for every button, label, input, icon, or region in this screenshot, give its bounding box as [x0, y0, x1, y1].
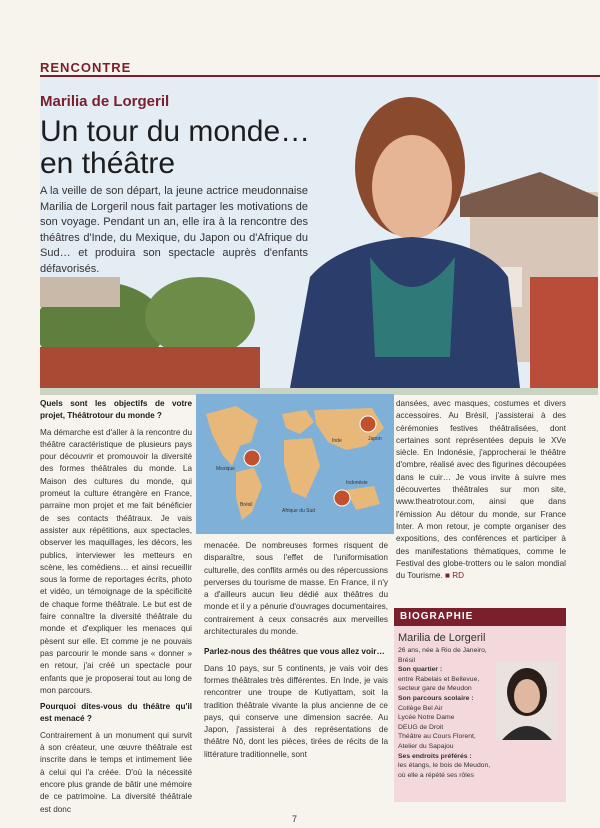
bio-parcours-4: Théâtre au Cours Florent, Atelier du Sapajou	[398, 733, 476, 750]
bio-quartier: entre Rabelais et Bellevue, secteur gare de Meudon	[398, 675, 480, 693]
question-3: Parlez-nous des théâtres que vous allez voir…	[204, 647, 385, 657]
column-3	[396, 398, 566, 586]
map-label-afrique: Afrique du Sud	[282, 508, 316, 514]
biography-name: Marilia de Lorgeril	[398, 632, 486, 644]
bio-endroits-label: Ses endroits préférés :	[398, 752, 472, 760]
biography-text	[398, 646, 496, 780]
map-label-japon: Japon	[368, 436, 382, 442]
biography-header: BIOGRAPHIE	[394, 608, 566, 626]
bio-parcours-3: DEUG de Droit	[398, 723, 444, 731]
bio-parcours-1: Collège Bel Air	[398, 704, 443, 712]
world-map	[196, 394, 394, 534]
article-author: Marilia de Lorgeril	[40, 93, 170, 110]
answer-2: Contrairement à un monument qui survit à son créateur, une œuvre théâtrale est inscrite dans le temps et intimement liée à celui qui l'a créée. D'où la nécessité encore plus grande de bâtir une mémoire de ce patrimoine. La diversité théâtrale est donc	[40, 730, 192, 814]
author-signature: ■ RD	[445, 571, 465, 581]
article-intro: A la veille de son départ, la jeune actrice meudonnaise Marilia de Lorgeril nous fait partager les motivations de son voyage. Pendant un an, elle ira à la rencontre des théâtres d'Inde, du Mexique, du Japon ou d'Afrique du Sud… et produira son spectacle auprès d'enfants défavorisés.	[40, 185, 308, 275]
bio-parcours-label: Son parcours scolaire :	[398, 694, 474, 702]
map-label-inde: Inde	[332, 438, 342, 444]
column-3-text: dansées, avec masques, costumes et divers accessoires. Au Brésil, j'assisterai à des cérémonies festives théâtralisées, dont certaines sont représentées depuis le XVe siècle. En Indonésie, j'approcherai le théâtre d'ombre, réalisé avec des figurines découpées dans le cuir… Je vous invite à suivre mes découvertes théâtrales sur mon site, www.theatrotour.com, ainsi que dans l'émission Au détour du monde, sur France Inter. A mon retour, je compte organiser des expositions, des conférences et participer à des manifestations thématiques, comme le Festival des globe-trotters ou le salon mondial du Tourisme.	[396, 399, 566, 581]
article-title-line2: en théâtre	[40, 147, 176, 180]
answer-1: Ma démarche est d'aller à la rencontre du théâtre caractéristique de plusieurs pays pour découvrir et promouvoir la diversité des formes théâtrales du monde. La Maison des cultures du monde, qui promeut la culture étrangère en France, parraine mon projet et me fait bénéficier de ses contacts théâtraux. Je vais assister aux répétitions, aux spectacles, observer les maquillages, les décors, les publics, interviewer les metteurs en scène, les comédiens… et ainsi recueillir sous la forme de reportages écrits, photo et vidéo, un témoignage de la spécificité de chaque forme théâtrale. Le but est de faire connaître la diversité théâtrale du monde et d'expliquer les menaces qui pèsent sur elle. Et comme je ne pouvais pas parcourir le monde sans « donner » en retour, j'ai créé un spectacle pour enfants que je proposerai tout au long de mon parcours.	[40, 427, 192, 695]
bio-birth: 26 ans, née à Rio de Janeiro, Brésil	[398, 647, 487, 664]
column-2-text: menacée. De nombreuses formes risquent de disparaître, sous l'effet de l'uniformisation culturelle, des conflits armés ou des répercussions perverses du tourisme de masse. En France, il n'y a d'ailleurs aucun lieu dédié aux théâtres du monde et il y a pénurie d'ouvrages documentaires, contrairement à ceux consacrés aux merveilles architecturales du monde.	[204, 541, 388, 637]
section-label: RENCONTRE	[40, 60, 132, 75]
answer-3: Dans 10 pays, sur 5 continents, je vais voir des formes théâtrales très différentes. En Inde, je vais rencontrer une troupe de Kutiyattam, soit la tradition théâtrale vivante la plus ancienne de ce pays, qui conserve une dimension sacrée. Au Japon, j'assisterai à des représentations de théâtre Nô, dont les pièces, tirées de récits de la littérature traditionnelle, sont	[204, 663, 388, 759]
bio-endroits: les étangs, le bois de Meudon, où elle a répété ses rôles	[398, 762, 491, 779]
bio-parcours-2: Lycée Notre Dame	[398, 714, 455, 722]
column-2	[204, 540, 388, 765]
map-label-indonesie: Indonésie	[346, 480, 368, 486]
map-label-mexique: Mexique	[216, 466, 235, 472]
question-2: Pourquoi dites-vous du théâtre qu'il est menacé ?	[40, 702, 192, 724]
bio-quartier-label: Son quartier :	[398, 666, 443, 674]
page-number: 7	[292, 814, 298, 824]
article-title-line1: Un tour du monde…	[40, 115, 311, 148]
biography-portrait	[496, 662, 558, 740]
question-1: Quels sont les objectifs de votre projet, Théâtrotour du monde ?	[40, 399, 192, 421]
map-label-bresil: Brésil	[240, 502, 253, 508]
signature-initials: RD	[452, 571, 465, 581]
column-1	[40, 398, 192, 820]
